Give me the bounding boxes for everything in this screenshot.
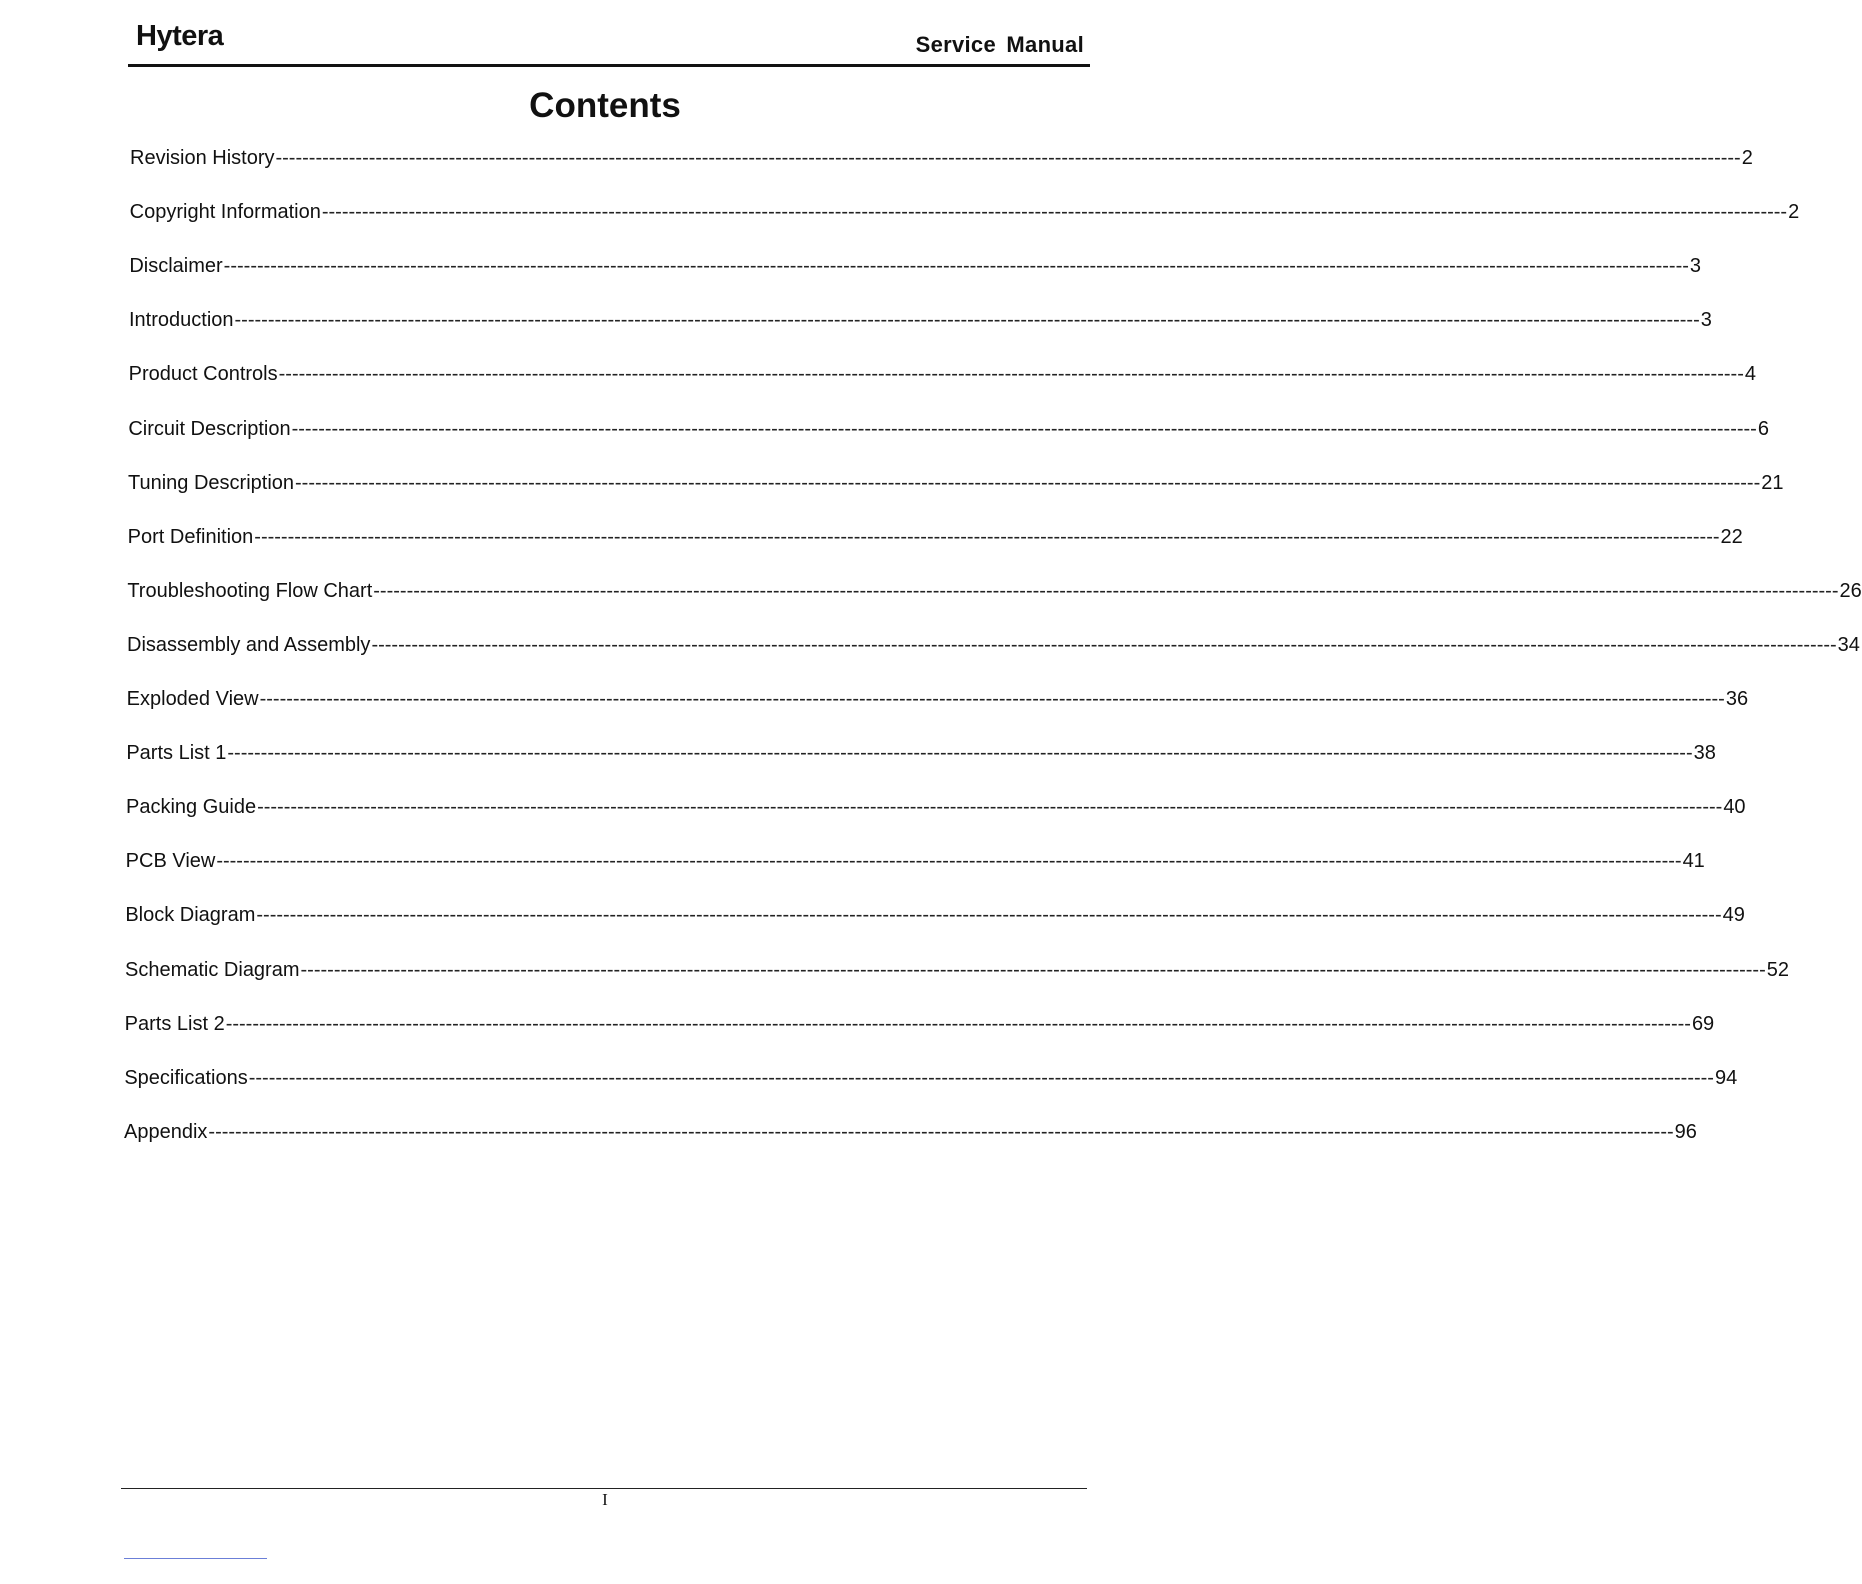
toc-entry-page: 36	[1725, 688, 1749, 710]
toc-dot-leader: ----------------------------------------------------------------------------------------------------------------------------------------------------------------------------------------------------------------------------	[275, 147, 1741, 169]
toc-entry-page: 34	[1837, 633, 1860, 656]
toc-entry[interactable]	[128, 411, 1769, 441]
toc-entry-page: 6	[1757, 417, 1769, 440]
toc-dot-leader: ----------------------------------------------------------------------------------------------------------------------------------------------------------------------------------------------------------------------------	[223, 255, 1689, 278]
toc-dot-leader: ----------------------------------------------------------------------------------------------------------------------------------------------------------------------------------------------------------------------------	[216, 850, 1682, 873]
toc-entry-label: Appendix	[124, 1120, 208, 1143]
toc-entry-page: 49	[1722, 904, 1745, 927]
toc-entry-label: Parts List 1	[126, 742, 227, 765]
toc-entry-label: Parts List 2	[124, 1012, 225, 1035]
toc-dot-leader: ----------------------------------------------------------------------------------------------------------------------------------------------------------------------------------------------------------------------------	[278, 363, 1744, 386]
toc-entry[interactable]	[125, 897, 1745, 927]
toc-entry-page: 22	[1720, 525, 1743, 548]
toc-dot-leader: ----------------------------------------------------------------------------------------------------------------------------------------------------------------------------------------------------------------------------	[248, 1066, 1714, 1089]
toc-entry-label: Port Definition	[127, 525, 254, 548]
toc-entry-label: Product Controls	[128, 363, 278, 386]
toc-dot-leader: ----------------------------------------------------------------------------------------------------------------------------------------------------------------------------------------------------------------------------	[371, 633, 1837, 656]
toc-entry[interactable]	[126, 735, 1716, 765]
toc-entry[interactable]	[126, 681, 1749, 711]
toc-entry-page: 26	[1839, 579, 1862, 602]
toc-entry[interactable]	[127, 573, 1862, 603]
toc-entry-label: Block Diagram	[125, 904, 256, 927]
toc-dot-leader: ----------------------------------------------------------------------------------------------------------------------------------------------------------------------------------------------------------------------------	[295, 471, 1761, 494]
toc-entry-label: Specifications	[124, 1066, 248, 1089]
toc-dot-leader: ----------------------------------------------------------------------------------------------------------------------------------------------------------------------------------------------------------------------------	[256, 904, 1722, 927]
toc-entry-label: Copyright Information	[129, 201, 321, 224]
toc-dot-leader: ----------------------------------------------------------------------------------------------------------------------------------------------------------------------------------------------------------------------------	[373, 579, 1839, 602]
toc-entry-label: Schematic Diagram	[125, 958, 300, 981]
toc-entry-page: 40	[1723, 796, 1746, 819]
toc-dot-leader: ----------------------------------------------------------------------------------------------------------------------------------------------------------------------------------------------------------------------------	[227, 742, 1693, 765]
toc-entry-page: 52	[1766, 958, 1789, 981]
toc-entry-label: Packing Guide	[126, 796, 257, 819]
toc-dot-leader: ----------------------------------------------------------------------------------------------------------------------------------------------------------------------------------------------------------------------------	[234, 309, 1700, 332]
toc-entry-page: 38	[1693, 742, 1716, 765]
toc-entry[interactable]	[124, 1114, 1697, 1144]
toc-entry-page: 2	[1788, 201, 1800, 224]
toc-entry-label: Disassembly and Assembly	[127, 633, 371, 656]
toc-entry-page: 3	[1700, 309, 1712, 332]
toc-entry-page: 4	[1744, 363, 1756, 386]
toc-entry-label: PCB View	[125, 850, 216, 873]
toc-entry-page: 3	[1689, 255, 1702, 278]
toc-entry-label: Tuning Description	[128, 471, 295, 494]
toc-entry-label: Disclaimer	[129, 255, 223, 278]
toc-entry-page: 21	[1761, 471, 1784, 494]
toc-entry-label: Troubleshooting Flow Chart	[127, 579, 373, 602]
toc-dot-leader: ----------------------------------------------------------------------------------------------------------------------------------------------------------------------------------------------------------------------------	[225, 1012, 1691, 1035]
toc-entry[interactable]	[129, 248, 1702, 278]
page-title: Contents	[529, 86, 681, 125]
toc-entry-page: 41	[1682, 850, 1705, 873]
toc-dot-leader: ----------------------------------------------------------------------------------------------------------------------------------------------------------------------------------------------------------------------------	[208, 1120, 1674, 1143]
corner-mark	[124, 1558, 267, 1559]
toc-entry[interactable]	[124, 1060, 1738, 1090]
toc-entry-label: Exploded View	[126, 688, 259, 710]
toc-entry[interactable]	[125, 952, 1789, 982]
footer-rule	[121, 1488, 1087, 1489]
toc-entry[interactable]	[127, 627, 1860, 657]
toc-entry-page: 2	[1741, 147, 1753, 169]
toc-entry-label: Revision History	[130, 147, 275, 169]
toc-entry[interactable]	[125, 843, 1705, 873]
toc-entry[interactable]	[130, 140, 1753, 170]
toc-dot-leader: ----------------------------------------------------------------------------------------------------------------------------------------------------------------------------------------------------------------------------	[254, 525, 1720, 548]
toc-dot-leader: ----------------------------------------------------------------------------------------------------------------------------------------------------------------------------------------------------------------------------	[321, 201, 1788, 224]
toc-entry-label: Introduction	[129, 309, 234, 332]
toc-entry[interactable]	[129, 194, 1800, 224]
toc-dot-leader: ----------------------------------------------------------------------------------------------------------------------------------------------------------------------------------------------------------------------------	[291, 417, 1757, 440]
toc-dot-leader: ----------------------------------------------------------------------------------------------------------------------------------------------------------------------------------------------------------------------------	[259, 688, 1725, 710]
toc-dot-leader: ----------------------------------------------------------------------------------------------------------------------------------------------------------------------------------------------------------------------------	[300, 958, 1766, 981]
toc-entry[interactable]	[127, 519, 1743, 549]
toc-entry[interactable]	[129, 302, 1712, 332]
toc-entry[interactable]	[128, 356, 1756, 386]
toc-dot-leader: ----------------------------------------------------------------------------------------------------------------------------------------------------------------------------------------------------------------------------	[257, 796, 1723, 819]
toc-entry-page: 96	[1674, 1120, 1697, 1143]
brand-logo: Hytera	[136, 20, 224, 52]
toc-entry-label: Circuit Description	[128, 417, 291, 440]
toc-entry[interactable]	[124, 1006, 1715, 1036]
toc-entry-page: 94	[1714, 1066, 1738, 1089]
toc-entry[interactable]	[126, 789, 1746, 819]
toc-entry[interactable]	[128, 465, 1784, 495]
page-number: I	[602, 1490, 608, 1509]
toc-entry-page: 69	[1691, 1012, 1715, 1035]
document-type: Service Manual	[915, 32, 1084, 57]
